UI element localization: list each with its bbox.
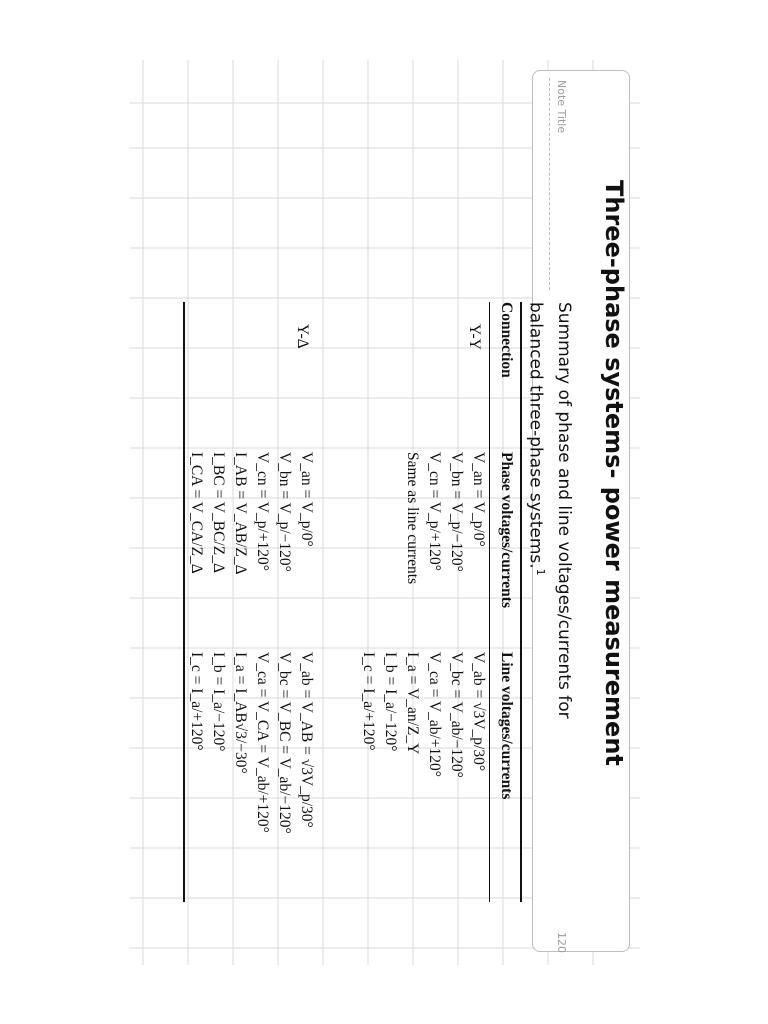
header-connection: Connection [498, 302, 515, 378]
equation: V_cn = V_p/+120° [426, 452, 443, 571]
note-title-underline [549, 78, 550, 290]
table-header-row [492, 302, 520, 902]
equation: V_bc = V_BC = V_ab/−120° [276, 652, 293, 834]
footnote-mark: 1 [534, 568, 547, 576]
equation: V_ab = V_AB = √3V_p/30° [298, 652, 315, 828]
equation: I_CA = V_CA/Z_Δ [188, 452, 205, 574]
equation: V_ca = V_ab/+120° [426, 652, 443, 777]
equation: V_ab = √3V_p/30° [470, 652, 487, 772]
phase-cell [185, 452, 317, 652]
note-title-label[interactable]: Note Title [555, 80, 568, 134]
equation: V_bn = V_p/−120° [448, 452, 465, 572]
equation: I_AB = V_AB/Z_Δ [232, 452, 249, 575]
line-cell [357, 652, 489, 902]
equation: V_ca = V_CA = V_ab/+120° [254, 652, 271, 833]
equation: V_cn = V_p/+120° [254, 452, 271, 571]
table-top-rule [520, 302, 522, 902]
equation: V_bc = V_ab/−120° [448, 652, 465, 778]
equation: V_bn = V_p/−120° [276, 452, 293, 572]
line-cell [185, 652, 317, 902]
phase-cell [357, 452, 489, 652]
equation: I_c = I_a/+120° [188, 652, 205, 751]
equation: I_BC = V_BC/Z_Δ [210, 452, 227, 573]
equation: Same as line currents [404, 452, 421, 585]
page-number: 120 [555, 932, 568, 953]
page-subtitle [523, 302, 576, 782]
connection-cell: Y-Y [466, 324, 483, 350]
header-phase: Phase voltages/currents [498, 452, 515, 608]
connection-cell: Y-Δ [294, 324, 311, 349]
equation: I_a = V_an/Z_Y [404, 652, 421, 755]
header-line: Line voltages/currents [498, 652, 515, 800]
equation: I_a = I_AB√3/−30° [232, 652, 249, 774]
equation: I_c = I_a/+120° [360, 652, 377, 751]
equation: I_b = I_a/−120° [382, 652, 399, 752]
subtitle-text: Summary of phase and line voltages/currents for balanced three-phase systems. [525, 302, 574, 719]
equation: V_an = V_p/0° [298, 452, 315, 547]
table-header-rule [489, 302, 490, 902]
equation: I_b = I_a/−120° [210, 652, 227, 752]
table-row [185, 302, 317, 902]
summary-table [183, 302, 522, 902]
page-title: Three-phase systems- power measurement [600, 180, 628, 766]
equation: V_an = V_p/0° [470, 452, 487, 547]
note-page [130, 70, 630, 970]
table-row [317, 302, 489, 902]
